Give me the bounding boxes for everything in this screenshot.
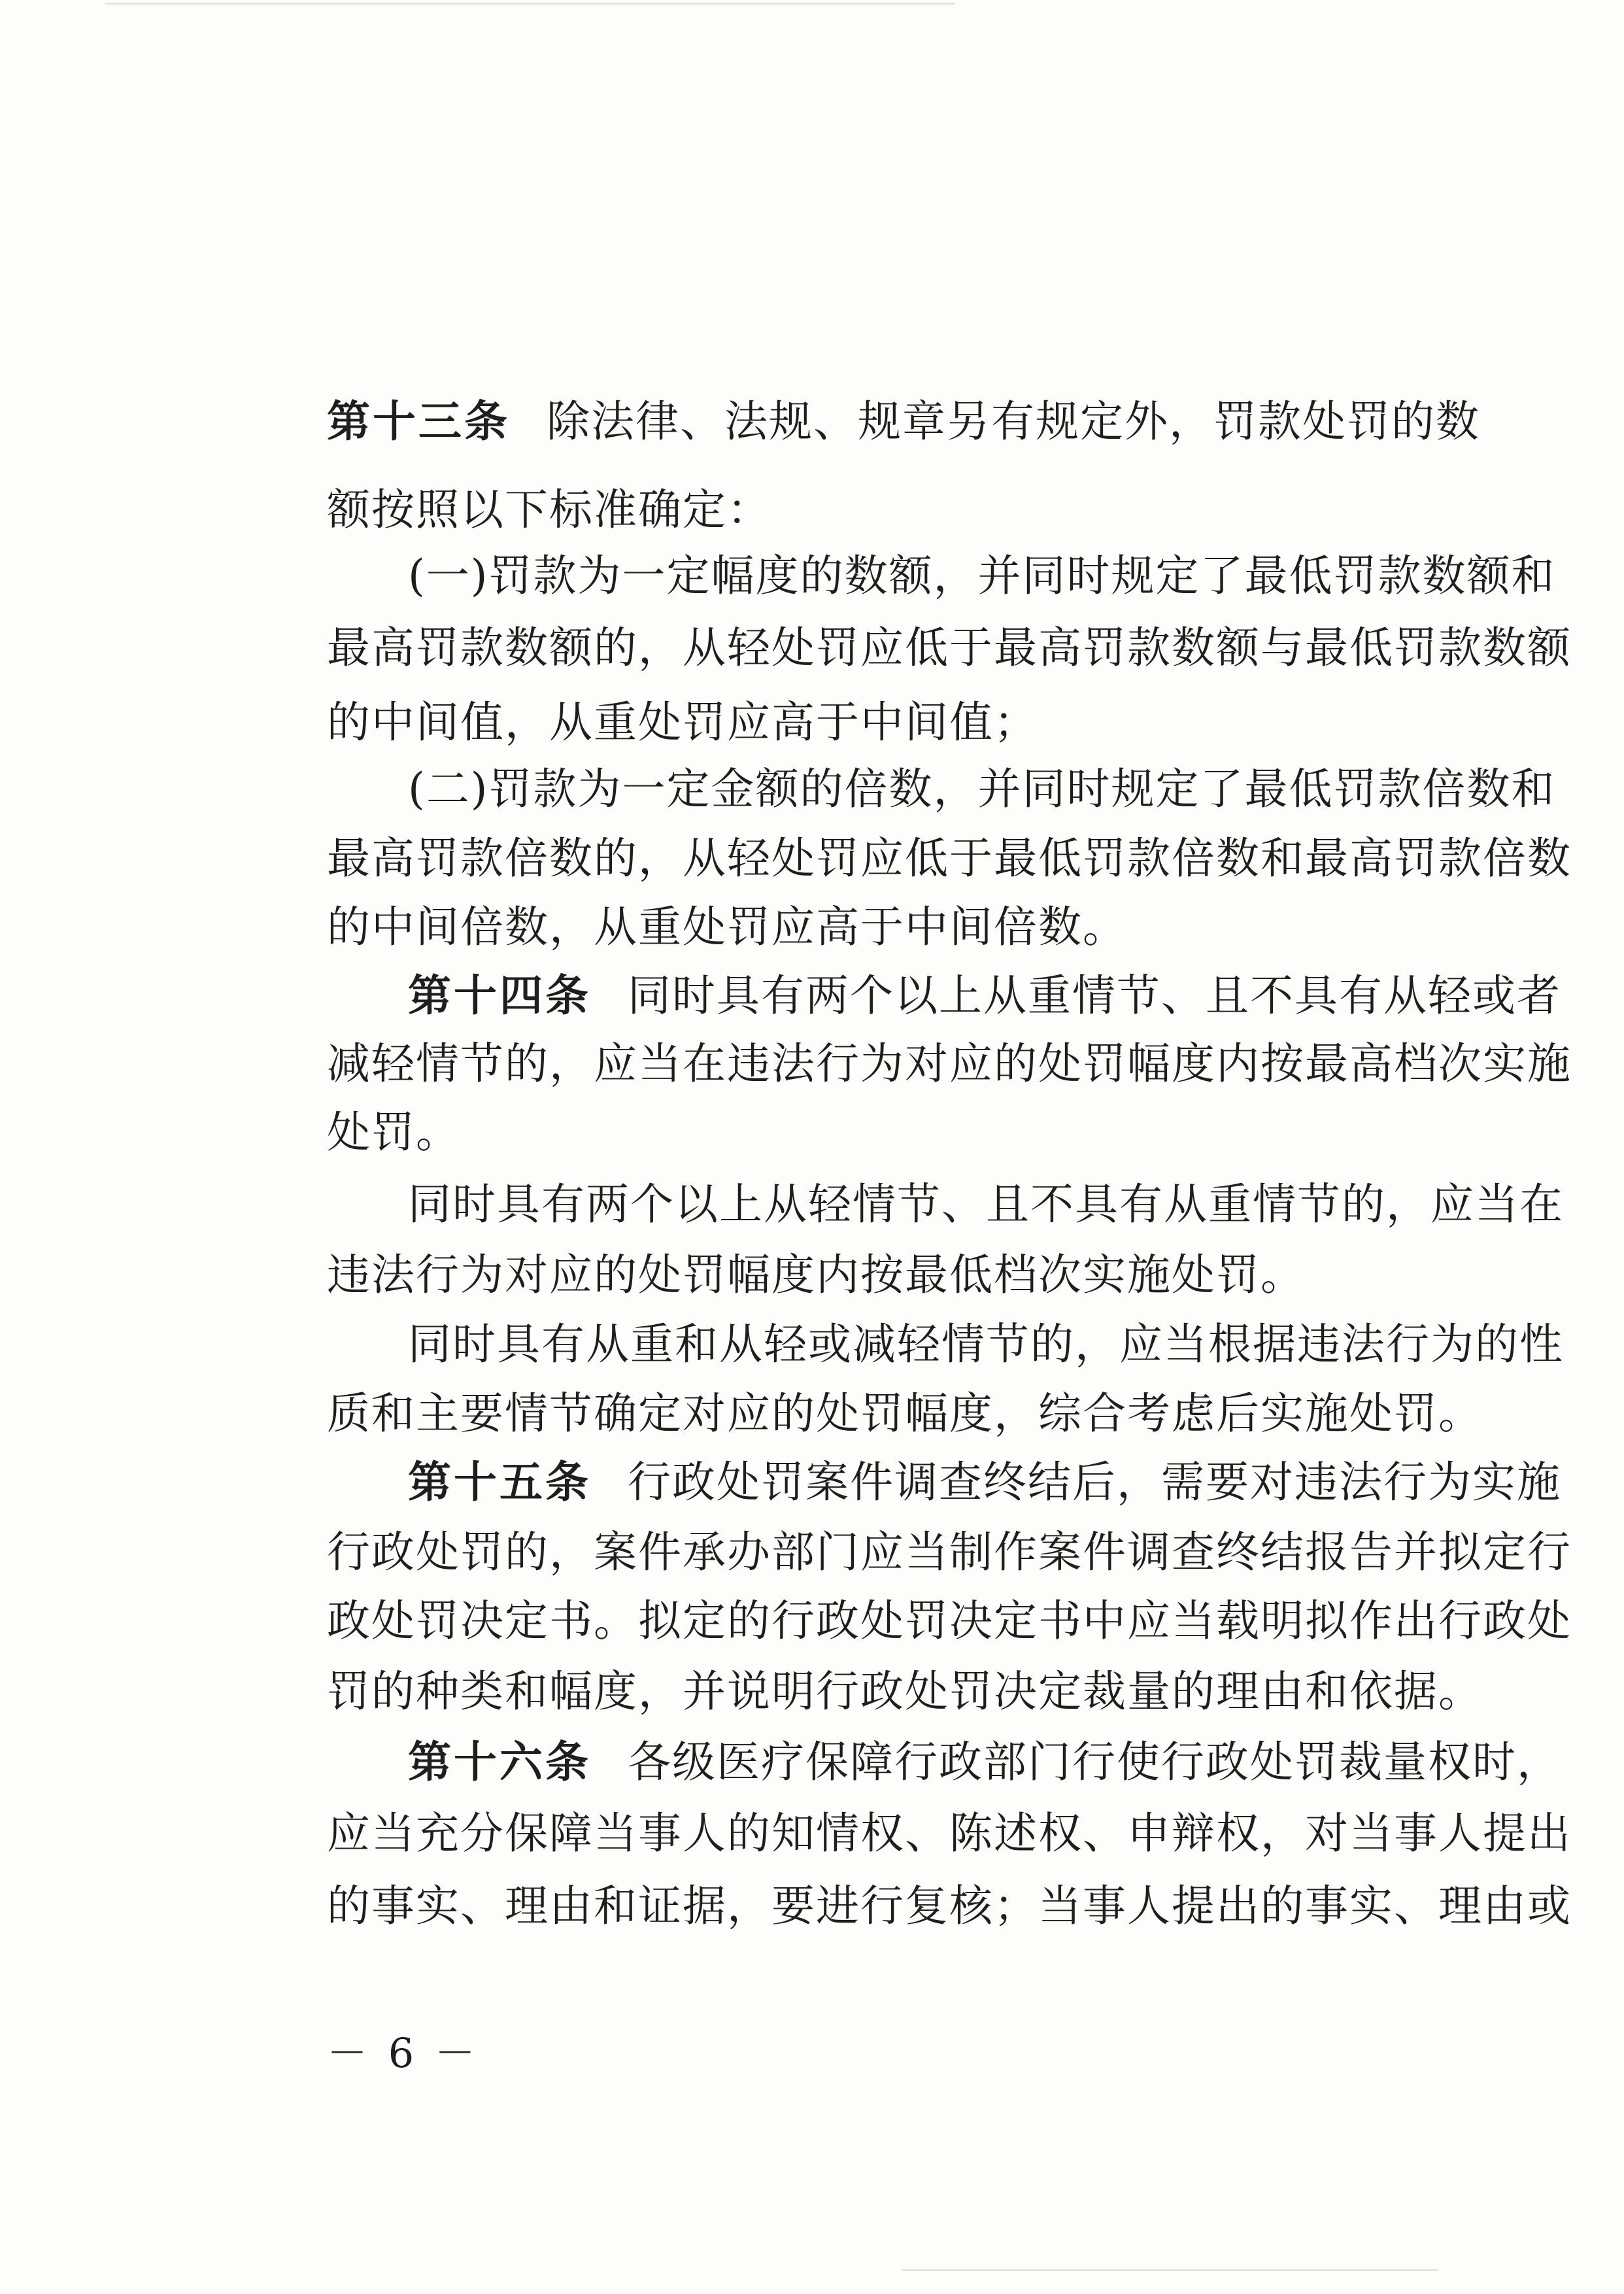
article-14-number: 第十四条 bbox=[408, 970, 591, 1021]
clause-1-line-2: 最高罚款数额的，从轻处罚应低于最高罚款数额与最低罚款数额 bbox=[327, 623, 1572, 673]
clause-2-line-1: (二)罚款为一定金额的倍数，并同时规定了最低罚款倍数和 bbox=[408, 764, 1556, 814]
article-14-para-3-line-2: 质和主要情节确定对应的处罚幅度，综合考虑后实施处罚。 bbox=[327, 1388, 1483, 1439]
clause-2-line-2: 最高罚款倍数的，从轻处罚应低于最低罚款倍数和最高罚款倍数 bbox=[327, 833, 1572, 883]
article-14-para-3-line-1: 同时具有从重和从轻或减轻情节的，应当根据违法行为的性 bbox=[408, 1319, 1564, 1369]
article-16-number: 第十六条 bbox=[408, 1737, 591, 1787]
article-15-line-3: 政处罚决定书。拟定的行政处罚决定书中应当载明拟作出行政处 bbox=[327, 1596, 1572, 1646]
article-14-para-2-line-1: 同时具有两个以上从轻情节、且不具有从重情节的，应当在 bbox=[408, 1179, 1564, 1229]
clause-1-line-1: (一)罚款为一定幅度的数额，并同时规定了最低罚款数额和 bbox=[408, 551, 1556, 601]
article-13-text-1: 除法律、法规、规章另有规定外，罚款处罚的数 bbox=[547, 396, 1480, 447]
article-13-number: 第十三条 bbox=[327, 396, 510, 447]
page-number: － 6 － bbox=[327, 2029, 479, 2077]
article-13-line-1 bbox=[327, 386, 1480, 458]
article-16-line-3: 的事实、理由和证据，要进行复核；当事人提出的事实、理由或 bbox=[327, 1881, 1572, 1931]
article-16-text-1: 各级医疗保障行政部门行使行政处罚裁量权时， bbox=[628, 1737, 1561, 1787]
article-14-line-1 bbox=[408, 960, 1561, 1032]
article-14-text-1: 同时具有两个以上从重情节、且不具有从轻或者 bbox=[628, 970, 1561, 1021]
clause-2-line-3: 的中间倍数，从重处罚应高于中间倍数。 bbox=[327, 902, 1127, 952]
article-16-line-2: 应当充分保障当事人的知情权、陈述权、申辩权，对当事人提出 bbox=[327, 1808, 1572, 1858]
article-13-line-2: 额按照以下标准确定： bbox=[327, 485, 771, 535]
clause-1-line-3: 的中间值，从重处罚应高于中间值； bbox=[327, 697, 1038, 747]
article-14-line-3: 处罚。 bbox=[327, 1107, 460, 1157]
article-14-line-2: 减轻情节的，应当在违法行为对应的处罚幅度内按最高档次实施 bbox=[327, 1038, 1572, 1089]
scan-artifact-bottom bbox=[902, 2269, 1438, 2271]
article-15-text-1: 行政处罚案件调查终结后，需要对违法行为实施 bbox=[628, 1457, 1561, 1507]
article-15-line-1 bbox=[408, 1447, 1561, 1518]
article-16-line-1 bbox=[408, 1726, 1561, 1798]
article-15-line-4: 罚的种类和幅度，并说明行政处罚决定裁量的理由和依据。 bbox=[327, 1666, 1483, 1717]
scan-artifact-top bbox=[105, 3, 955, 5]
article-15-number: 第十五条 bbox=[408, 1457, 591, 1507]
article-15-line-2: 行政处罚的，案件承办部门应当制作案件调查终结报告并拟定行 bbox=[327, 1527, 1572, 1577]
article-14-para-2-line-2: 违法行为对应的处罚幅度内按最低档次实施处罚。 bbox=[327, 1250, 1305, 1300]
